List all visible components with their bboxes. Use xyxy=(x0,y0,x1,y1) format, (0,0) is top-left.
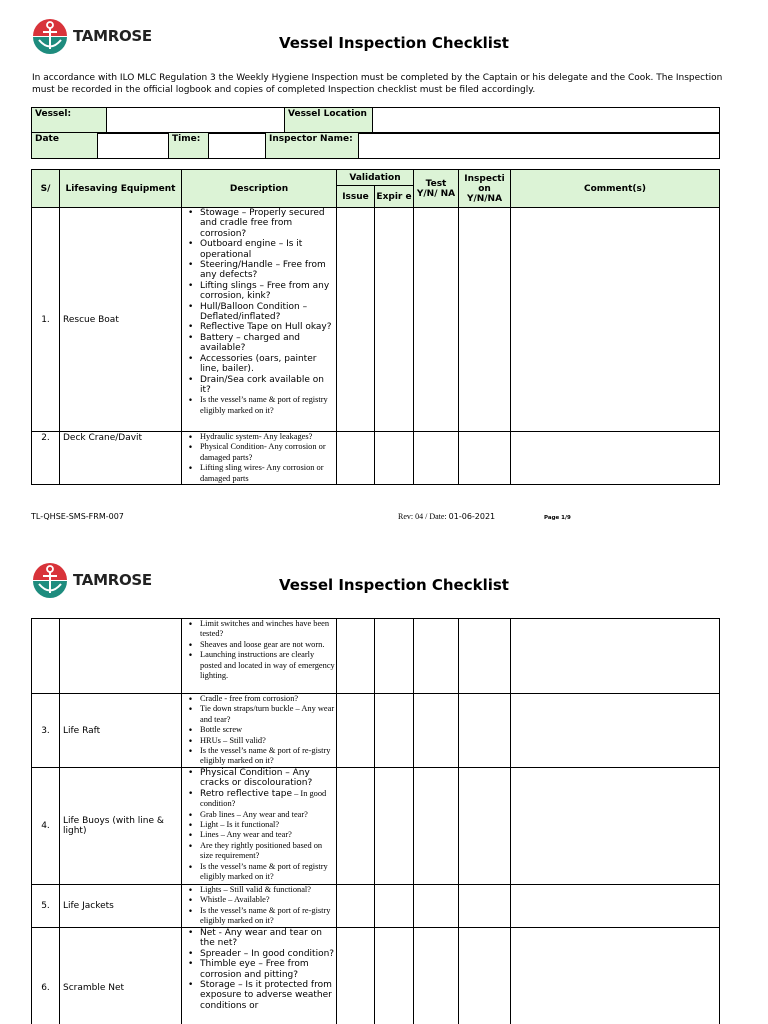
list-item: • Cradle - free from corrosion? xyxy=(186,694,336,704)
list-item: • Hydraulic system- Any leakages? xyxy=(186,432,336,442)
header-test: Test Y/N/ NA xyxy=(414,170,459,208)
list-item: • Launching instructions are clearly posted and located in way of emergency lighting. xyxy=(186,650,336,681)
inspector-field[interactable] xyxy=(359,133,720,159)
list-item xyxy=(186,789,336,810)
list-item: • Light – Is it functional? xyxy=(186,820,336,830)
header-equipment: Lifesaving Equipment xyxy=(60,170,182,208)
comments-field[interactable] xyxy=(511,208,720,432)
test-field[interactable] xyxy=(414,885,459,928)
list-item: • Reflective Tape on Hull okay? xyxy=(186,322,336,332)
equipment-name: Life Buoys (with line & light) xyxy=(60,768,182,885)
list-item: • Accessories (oars, painter line, bailer). xyxy=(186,354,336,375)
description-cell xyxy=(182,208,337,432)
table-row xyxy=(32,885,720,928)
list-item: • Net - Any wear and tear on the net? xyxy=(186,928,336,949)
list-item: • HRUs – Still valid? xyxy=(186,736,336,746)
inspection-field[interactable] xyxy=(459,619,511,694)
list-item: • Drain/Sea cork available on it? xyxy=(186,375,336,396)
expire-field[interactable] xyxy=(375,768,414,885)
list-item: • Lifting sling wires- Any corrosion or damaged parts xyxy=(186,463,336,484)
table-row xyxy=(32,928,720,1024)
inspection-field[interactable] xyxy=(459,694,511,768)
comments-field[interactable] xyxy=(511,768,720,885)
time-label: Time: xyxy=(169,133,209,159)
vessel-location-field[interactable] xyxy=(373,108,720,134)
mixed-item-serif: – In good condition? xyxy=(200,788,327,809)
list-item: • Stowage – Properly secured and cradle free from corrosion? xyxy=(186,208,336,239)
table-row xyxy=(32,432,720,485)
list-item: • Bottle screw xyxy=(186,725,336,735)
description-cell xyxy=(182,885,337,928)
list-item: • Sheaves and loose gear are not worn. xyxy=(186,640,336,650)
issue-field[interactable] xyxy=(337,432,375,485)
list-item: • Physical Condition – Any cracks or discolouration? xyxy=(186,768,336,789)
issue-field[interactable] xyxy=(337,885,375,928)
equipment-name: Deck Crane/Davit xyxy=(60,432,182,485)
description-cell xyxy=(182,928,337,1024)
list-item: • Is the vessel’s name & port of re-gistry eligibly marked on it? xyxy=(186,906,336,927)
issue-field[interactable] xyxy=(337,619,375,694)
list-item: • Lifting slings – Free from any corrosion, kink? xyxy=(186,281,336,302)
vessel-info-table xyxy=(31,107,720,134)
list-item: • Lines – Any wear and tear? xyxy=(186,830,336,840)
list-item: • Hull/Balloon Condition – Deflated/inflated? xyxy=(186,302,336,323)
expire-field[interactable] xyxy=(375,432,414,485)
date-label: Date xyxy=(32,133,98,159)
expire-field[interactable] xyxy=(375,619,414,694)
row-number: 5. xyxy=(32,885,60,928)
list-item: • Battery – charged and available? xyxy=(186,333,336,354)
list-item: • Limit switches and winches have been tested? xyxy=(186,619,336,640)
row-number: 3. xyxy=(32,694,60,768)
test-field[interactable] xyxy=(414,432,459,485)
header-inspection: Inspecti on Y/N/NA xyxy=(459,170,511,208)
expire-field[interactable] xyxy=(375,208,414,432)
time-field[interactable] xyxy=(209,133,266,159)
header-description: Description xyxy=(182,170,337,208)
form-code: TL-QHSE-SMS-FRM-007 xyxy=(31,512,124,521)
comments-field[interactable] xyxy=(511,432,720,485)
equipment-name: Life Jackets xyxy=(60,885,182,928)
list-item: • Whistle – Available? xyxy=(186,895,336,905)
table-row xyxy=(32,208,720,432)
test-field[interactable] xyxy=(414,928,459,1024)
list-item: • Is the vessel’s name & port of re-gistry eligibly marked on it? xyxy=(186,746,336,767)
expire-field[interactable] xyxy=(375,694,414,768)
revision-info xyxy=(398,512,495,521)
inspection-field[interactable] xyxy=(459,885,511,928)
header-validation: Validation xyxy=(337,170,414,186)
list-item: • Spreader – In good condition? xyxy=(186,949,336,959)
equipment-name: Life Raft xyxy=(60,694,182,768)
revision-label: Rev: 04 / Date: xyxy=(398,512,449,521)
issue-field[interactable] xyxy=(337,768,375,885)
comments-field[interactable] xyxy=(511,694,720,768)
list-item: • Are they rightly positioned based on size requirement? xyxy=(186,841,336,862)
row-number: 2. xyxy=(32,432,60,485)
header-issue: Issue xyxy=(337,186,375,208)
list-item: • Tie down straps/turn buckle – Any wear and tear? xyxy=(186,704,336,725)
row-number: 4. xyxy=(32,768,60,885)
issue-field[interactable] xyxy=(337,208,375,432)
expire-field[interactable] xyxy=(375,885,414,928)
list-item: • Outboard engine – Is it operational xyxy=(186,239,336,260)
issue-field[interactable] xyxy=(337,694,375,768)
test-field[interactable] xyxy=(414,694,459,768)
vessel-field[interactable] xyxy=(107,108,285,134)
description-cell xyxy=(182,432,337,485)
inspection-field[interactable] xyxy=(459,928,511,1024)
description-cell xyxy=(182,619,337,694)
inspection-field[interactable] xyxy=(459,768,511,885)
header-comments: Comment(s) xyxy=(511,170,720,208)
inspection-field[interactable] xyxy=(459,208,511,432)
row-number: 6. xyxy=(32,928,60,1024)
list-item: • Is the vessel’s name & port of registry eligibly marked on it? xyxy=(186,862,336,883)
date-field[interactable] xyxy=(98,133,169,159)
comments-field[interactable] xyxy=(511,928,720,1024)
table-row xyxy=(32,619,720,694)
list-item: • Is the vessel’s name & port of registry eligibly marked on it? xyxy=(186,395,336,416)
intro-paragraph: In accordance with ILO MLC Regulation 3 the Weekly Hygiene Inspection must be completed by the Captain or his delegate and the Cook. The Inspection must be recorded in the official logbook and copies of completed Inspection checklist must be filed accordingly. xyxy=(32,73,723,95)
brand-name: TAMROSE xyxy=(73,571,152,589)
list-item: • Storage – Is it protected from exposure to adverse weather conditions or xyxy=(186,980,336,1011)
list-item: • Lights – Still valid & functional? xyxy=(186,885,336,895)
header-expire: Expir e xyxy=(375,186,414,208)
inspection-field[interactable] xyxy=(459,432,511,485)
date-time-table xyxy=(31,132,720,159)
equipment-name: Rescue Boat xyxy=(60,208,182,432)
row-number xyxy=(32,619,60,694)
revision-date: 01-06-2021 xyxy=(448,512,496,521)
comments-field[interactable] xyxy=(511,619,720,694)
issue-field[interactable] xyxy=(337,928,375,1024)
checklist-items xyxy=(182,208,336,395)
table-row xyxy=(32,768,720,885)
list-item: • Physical Condition- Any corrosion or damaged parts? xyxy=(186,442,336,463)
header-sn: S/ xyxy=(32,170,60,208)
test-field[interactable] xyxy=(414,208,459,432)
page-title: Vessel Inspection Checklist xyxy=(279,576,509,594)
brand-name: TAMROSE xyxy=(73,27,152,45)
list-item: • Steering/Handle – Free from any defects? xyxy=(186,260,336,281)
equipment-name xyxy=(60,619,182,694)
expire-field[interactable] xyxy=(375,928,414,1024)
row-number: 1. xyxy=(32,208,60,432)
test-field[interactable] xyxy=(414,768,459,885)
checklist-table-page1 xyxy=(31,169,720,485)
table-row xyxy=(32,694,720,768)
description-cell xyxy=(182,694,337,768)
comments-field[interactable] xyxy=(511,885,720,928)
page-title: Vessel Inspection Checklist xyxy=(279,34,509,52)
equipment-name: Scramble Net xyxy=(60,928,182,1024)
list-item: • Thimble eye – Free from corrosion and pitting? xyxy=(186,959,336,980)
test-field[interactable] xyxy=(414,619,459,694)
list-item: • Grab lines – Any wear and tear? xyxy=(186,810,336,820)
mixed-item-sans: Retro reflective tape xyxy=(200,788,293,799)
description-cell xyxy=(182,768,337,885)
vessel-label: Vessel: xyxy=(32,108,107,134)
page-number: Page 1/9 xyxy=(544,515,571,521)
inspector-label: Inspector Name: xyxy=(266,133,359,159)
vessel-location-label: Vessel Location xyxy=(285,108,373,134)
checklist-table-page2 xyxy=(31,618,720,1024)
